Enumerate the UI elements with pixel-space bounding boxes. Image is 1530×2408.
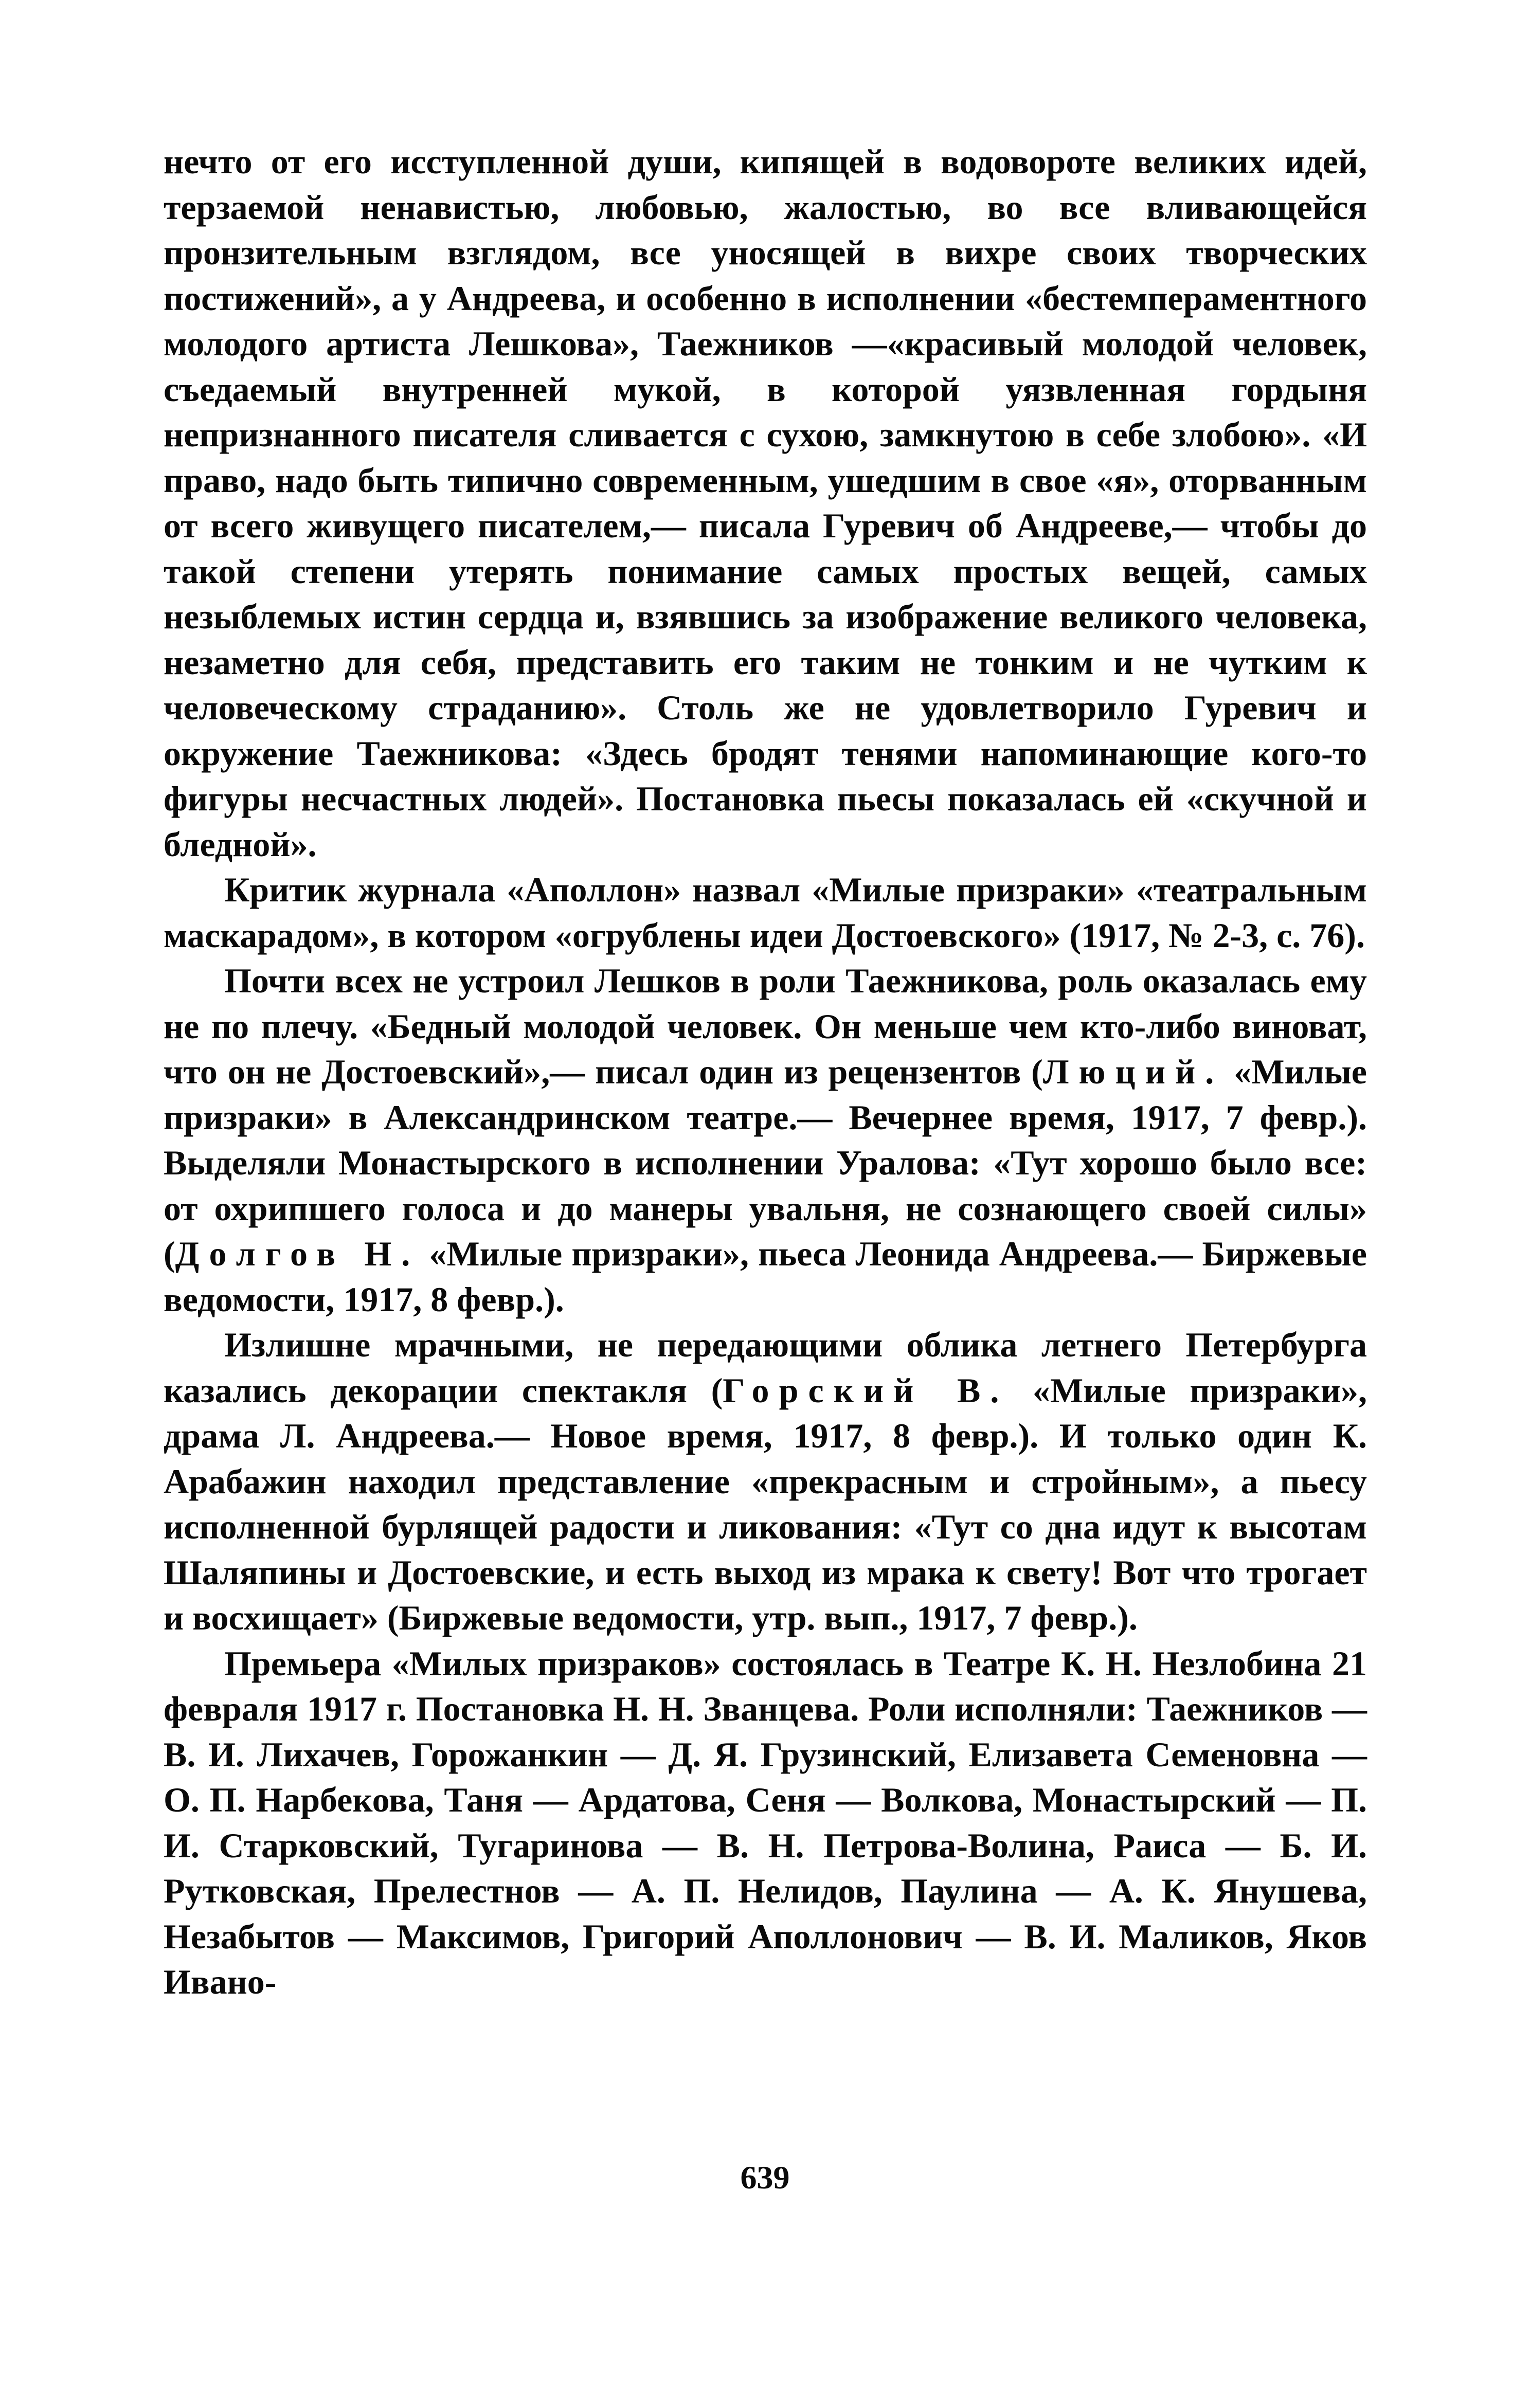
author-name-spaced: Долгов Н.	[175, 1234, 420, 1273]
paragraph-3-text-c: «Милые призраки», пьеса Леонида Андреева.— Биржевые ведомости, 1917, 8 февр.).	[164, 1234, 1367, 1319]
paragraph-3-text-b: «Милые призраки» в Александринском театре.— Вечернее время, 1917, 7 февр.). Выделяли Монастырского в исполнении Уралова: «Тут хорошо было все: от охрипшего голоса и до манеры увальня, не сознающего своей силы» (	[164, 1052, 1367, 1273]
paragraph-4	[164, 1322, 1367, 1641]
paragraph-5: Премьера «Милых призраков» состоялась в Театре К. Н. Незлобина 21 февраля 1917 г. Постановка Н. Н. Званцева. Роли исполняли: Таежников — В. И. Лихачев, Горожанкин — Д. Я. Грузинский, Елизавета Семеновна — О. П. Нарбекова, Таня — Ардатова, Сеня — Волкова, Монастырский — П. И. Старковский, Тугаринова — В. Н. Петрова-Волина, Раиса — Б. И. Рутковская, Прелестнов — А. П. Нелидов, Паулина — А. К. Янушева, Незабытов — Максимов, Григорий Аполлонович — В. И. Маликов, Яков Ивано-	[164, 1643, 1367, 2001]
paragraph-1: нечто от его исступленной души, кипящей в водовороте великих идей, терзаемой ненавистью, любовью, жалостью, во все вливающейся пронзительным взглядом, все уносящей в вихре своих творческих постижений», а у Андреева, и особенно в исполнении «бестемпераментного молодого артиста Лешкова», Таежников —«красивый молодой человек, съедаемый внутренней мукой, в которой уязвленная гордыня непризнанного писателя сливается с сухою, замкнутою в себе злобою». «И право, надо быть типично современным, ушедшим в свое «я», оторванным от всего живущего писателем,— писала Гуревич об Андрееве,— чтобы до такой степени утерять понимание самых простых вещей, самых незыблемых истин сердца и, взявшись за изображение великого человека, незаметно для себя, представить его таким не тонким и не чутким к человеческому страданию». Столь же не удовлетворило Гуревич и окружение Таежникова: «Здесь бродят тенями напоминающие кого-то фигуры несчастных людей». Постановка пьесы показалась ей «скучной и бледной».	[164, 142, 1367, 864]
author-name-spaced: Люций.	[1042, 1052, 1224, 1091]
paragraph-4-text-b: «Милые призраки», драма Л. Андреева.— Новое время, 1917, 8 февр.). И только один К. Арабажин находил представление «прекрасным и стройным», а пьесу исполненной бурлящей радости и ликования: «Тут со дна идут к высотам Шаляпины и Достоевские, и есть выход из мрака к свету! Вот что трогает и восхищает» (Биржевые ведомости, утр. вып., 1917, 7 февр.).	[164, 1370, 1367, 1637]
author-name-spaced: Горский В.	[723, 1370, 1009, 1410]
paragraph-4-text-a: Излишне мрачными, не передающими облика летнего Петербурга казались декорации спектакля (	[164, 1325, 1367, 1410]
paragraph-2: Критик журнала «Аполлон» назвал «Милые призраки» «театральным маскарадом», в котором «огрублены идеи Достоевского» (1917, № 2-3, с. 76).	[164, 870, 1367, 955]
paragraph-3-text-a: Почти всех не устроил Лешков в роли Таежникова, роль оказалась ему не по плечу. «Бедный молодой человек. Он меньше чем кто-либо виноват, что он не Достоевский»,— писал один из рецензентов (	[164, 961, 1367, 1091]
page-body	[164, 139, 1367, 2005]
paragraph-3	[164, 958, 1367, 1322]
page-number: 639	[740, 2159, 790, 2196]
